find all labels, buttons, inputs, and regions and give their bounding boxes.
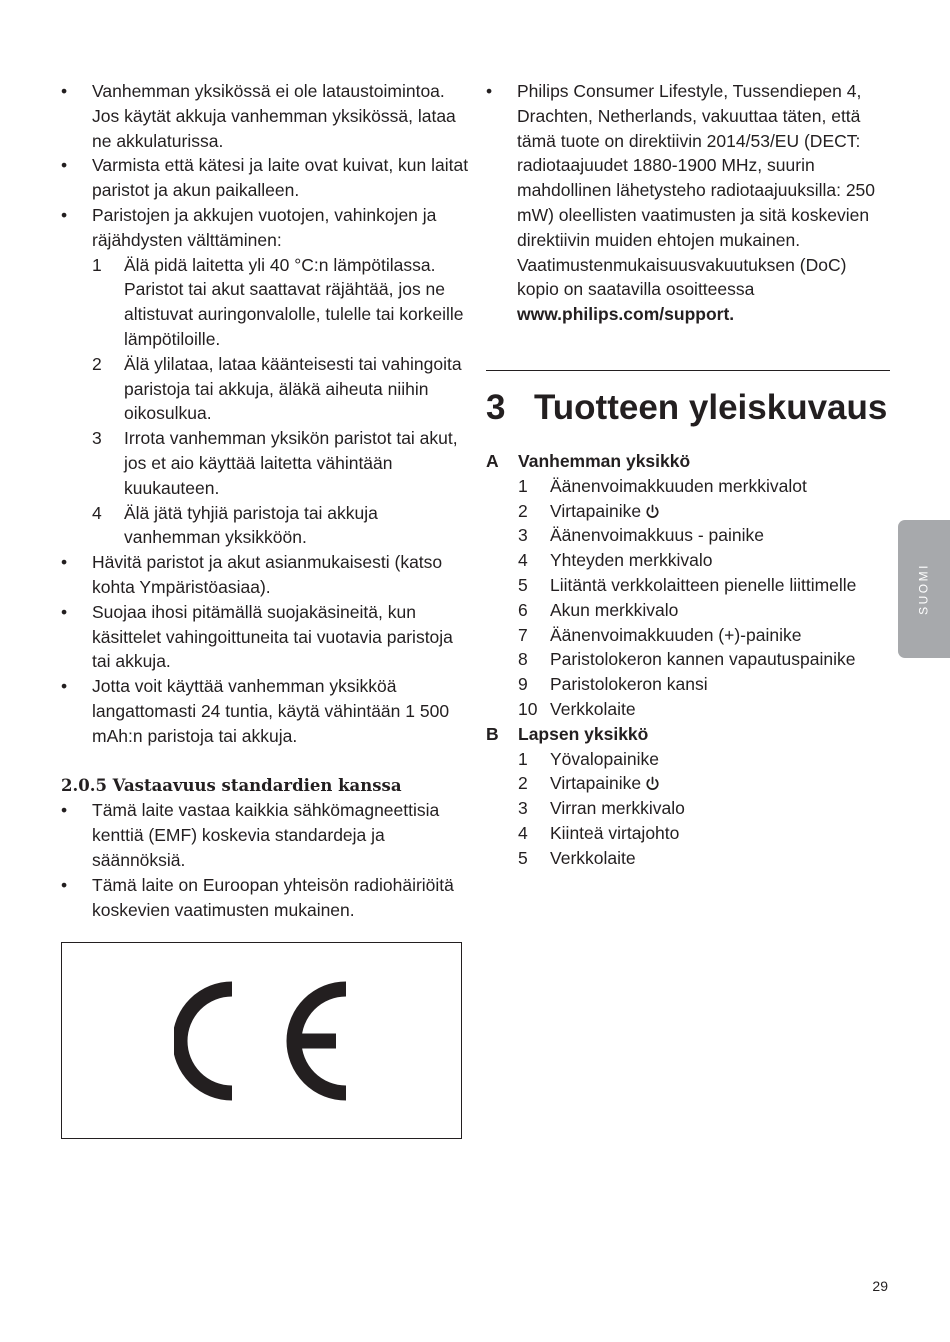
- list-item: • Paristojen ja akkujen vuotojen, vahinkojen ja räjähdysten välttäminen: 1 Älä pidä laitetta yli 40 °C:n lämpötilassa. Paristot tai akut saattavat räjähtää, jos ne altistuvat auringonvalolle, tulelle tai korkeille lämpötiloille. 2 Älä ylilataa, lataa käänteisesti tai vahingoita paristoja tai akkuja, äläkä aiheuta niihin oikosulkua. 3 Irrota vanhemman yksikön paristot tai akut, jos et aio käyttää laitetta vähintään kuukauteen. 4 Älä jätä tyhjiä paristoja tai akkuja vanhemman yksikköön.: [61, 203, 471, 550]
- list-item: • Jotta voit käyttää vanhemman yksikköä langattomasti 24 tuntia, käytä vähintään 1 500 mAh:n paristoja tai akkuja.: [61, 676, 450, 746]
- bullet-icon: •: [61, 800, 68, 821]
- list-item: 1 Yövalopainike: [518, 748, 659, 769]
- list-item: 10 Verkkolaite: [518, 698, 636, 719]
- list-item: • Varmista että kätesi ja laite ovat kuivat, kun laitat paristot ja akun paikalleen.: [61, 155, 469, 201]
- ce-mark-icon: [174, 979, 354, 1103]
- language-tab: [898, 520, 950, 658]
- support-link[interactable]: www.philips.com/support.: [517, 304, 735, 325]
- bullet-icon: •: [61, 81, 68, 101]
- right-column: [486, 79, 890, 871]
- chapter-title: Tuotteen yleiskuvaus: [534, 387, 888, 427]
- numbered-item: 1 Älä pidä laitetta yli 40 °C:n lämpötilassa. Paristot tai akut saattavat räjähtää, jos ne altistuvat auringonvalolle, tulelle tai korkeille lämpötiloille.: [92, 254, 464, 349]
- list-item: • Vanhemman yksikössä ei ole lataustoimintoa. Jos käytät akkuja vanhemman yksikössä, lataa ne akkulaturissa.: [61, 81, 456, 151]
- list-item: 2 Virtapainike: [518, 499, 890, 524]
- list-item: 1 Äänenvoimakkuuden merkkivalot: [518, 475, 807, 496]
- list-item: 7 Äänenvoimakkuuden (+)-painike: [518, 624, 802, 645]
- list-item: [486, 79, 890, 327]
- list-item: 4 Yhteyden merkkivalo: [518, 550, 713, 571]
- bullet-icon: •: [61, 676, 68, 697]
- list-item: 5 Liitäntä verkkolaitteen pienelle liittimelle: [518, 574, 857, 595]
- bullet-icon: •: [61, 155, 68, 176]
- chapter-heading: [486, 383, 890, 433]
- section-title: 2.0.5 Vastaavuus standardien kanssa: [61, 775, 402, 795]
- bullet-icon: •: [61, 601, 68, 622]
- numbered-item: 2 Älä ylilataa, lataa käänteisesti tai vahingoita paristoja tai akkuja, äläkä aiheuta niihin oikosulkua.: [92, 353, 462, 424]
- list-item: 3 Virran merkkivalo: [518, 798, 685, 819]
- group-b-heading: B Lapsen yksikkö: [486, 723, 649, 744]
- left-column: [61, 79, 471, 922]
- bullet-icon: •: [61, 552, 68, 573]
- baby-unit-parts-list: [486, 747, 890, 871]
- list-item: 2 Virtapainike: [518, 771, 890, 796]
- compliance-list: [61, 798, 471, 922]
- list-item: 4 Kiinteä virtajohto: [518, 822, 680, 843]
- parent-unit-parts-list: [486, 474, 890, 722]
- bullet-icon: •: [61, 874, 68, 895]
- numbered-list: [92, 253, 471, 551]
- list-item: • Suojaa ihosi pitämällä suojakäsineitä, kun käsittelet vahingoittuneita tai vuotavia paristoja tai akkuja.: [61, 601, 453, 672]
- group-a-heading: A Vanhemman yksikkö: [486, 450, 691, 471]
- list-item: 6 Akun merkkivalo: [518, 599, 679, 620]
- battery-safety-list: [61, 79, 471, 749]
- list-item: • Tämä laite on Euroopan yhteisön radiohäiriöitä koskevien vaatimusten mukainen.: [61, 874, 454, 920]
- bullet-icon: •: [61, 204, 68, 225]
- ce-mark-box: [61, 942, 462, 1139]
- language-tab-label: SUOMI: [916, 563, 931, 615]
- power-icon: [645, 776, 660, 791]
- list-item: 3 Äänenvoimakkuus - painike: [518, 525, 765, 546]
- chapter-number: 3: [486, 387, 506, 427]
- list-item: • Hävitä paristot ja akut asianmukaisesti (katso kohta Ympäristöasiaa).: [61, 552, 443, 597]
- declaration-list: [486, 79, 890, 327]
- divider: [486, 370, 890, 371]
- list-item: 9 Paristolokeron kansi: [518, 674, 708, 695]
- declaration-text: Philips Consumer Lifestyle, Tussendiepen 4, Drachten, Netherlands, vakuuttaa täten, että tämä tuote on direktiivin 2014/53/EU (DECT: radiotaajuudet 1880-1900 MHz, suurin mahdollinen lähetysteho radiotaajuuksilla: 250 mW) oleellisten vaatimusten ja sitä koskevien direktiivin muiden ehtojen mukainen. Vaatimustenmukaisuusvakuutuksen (DoC) kopio on saatavilla osoitteessa: [517, 81, 876, 300]
- power-icon: [645, 504, 660, 519]
- numbered-item: 3 Irrota vanhemman yksikön paristot tai akut, jos et aio käyttää laitetta vähintään kuukauteen.: [92, 428, 458, 498]
- list-item: 5 Verkkolaite: [518, 847, 636, 868]
- numbered-item: 4 Älä jätä tyhjiä paristoja tai akkuja vanhemman yksikköön.: [92, 502, 378, 548]
- bullet-icon: •: [486, 81, 493, 101]
- list-item: 8 Paristolokeron kannen vapautuspainike: [518, 649, 856, 670]
- page-number: 29: [872, 1278, 888, 1294]
- list-item: • Tämä laite vastaa kaikkia sähkömagneettisia kenttiä (EMF) koskevia standardeja ja säännöksiä.: [61, 800, 440, 870]
